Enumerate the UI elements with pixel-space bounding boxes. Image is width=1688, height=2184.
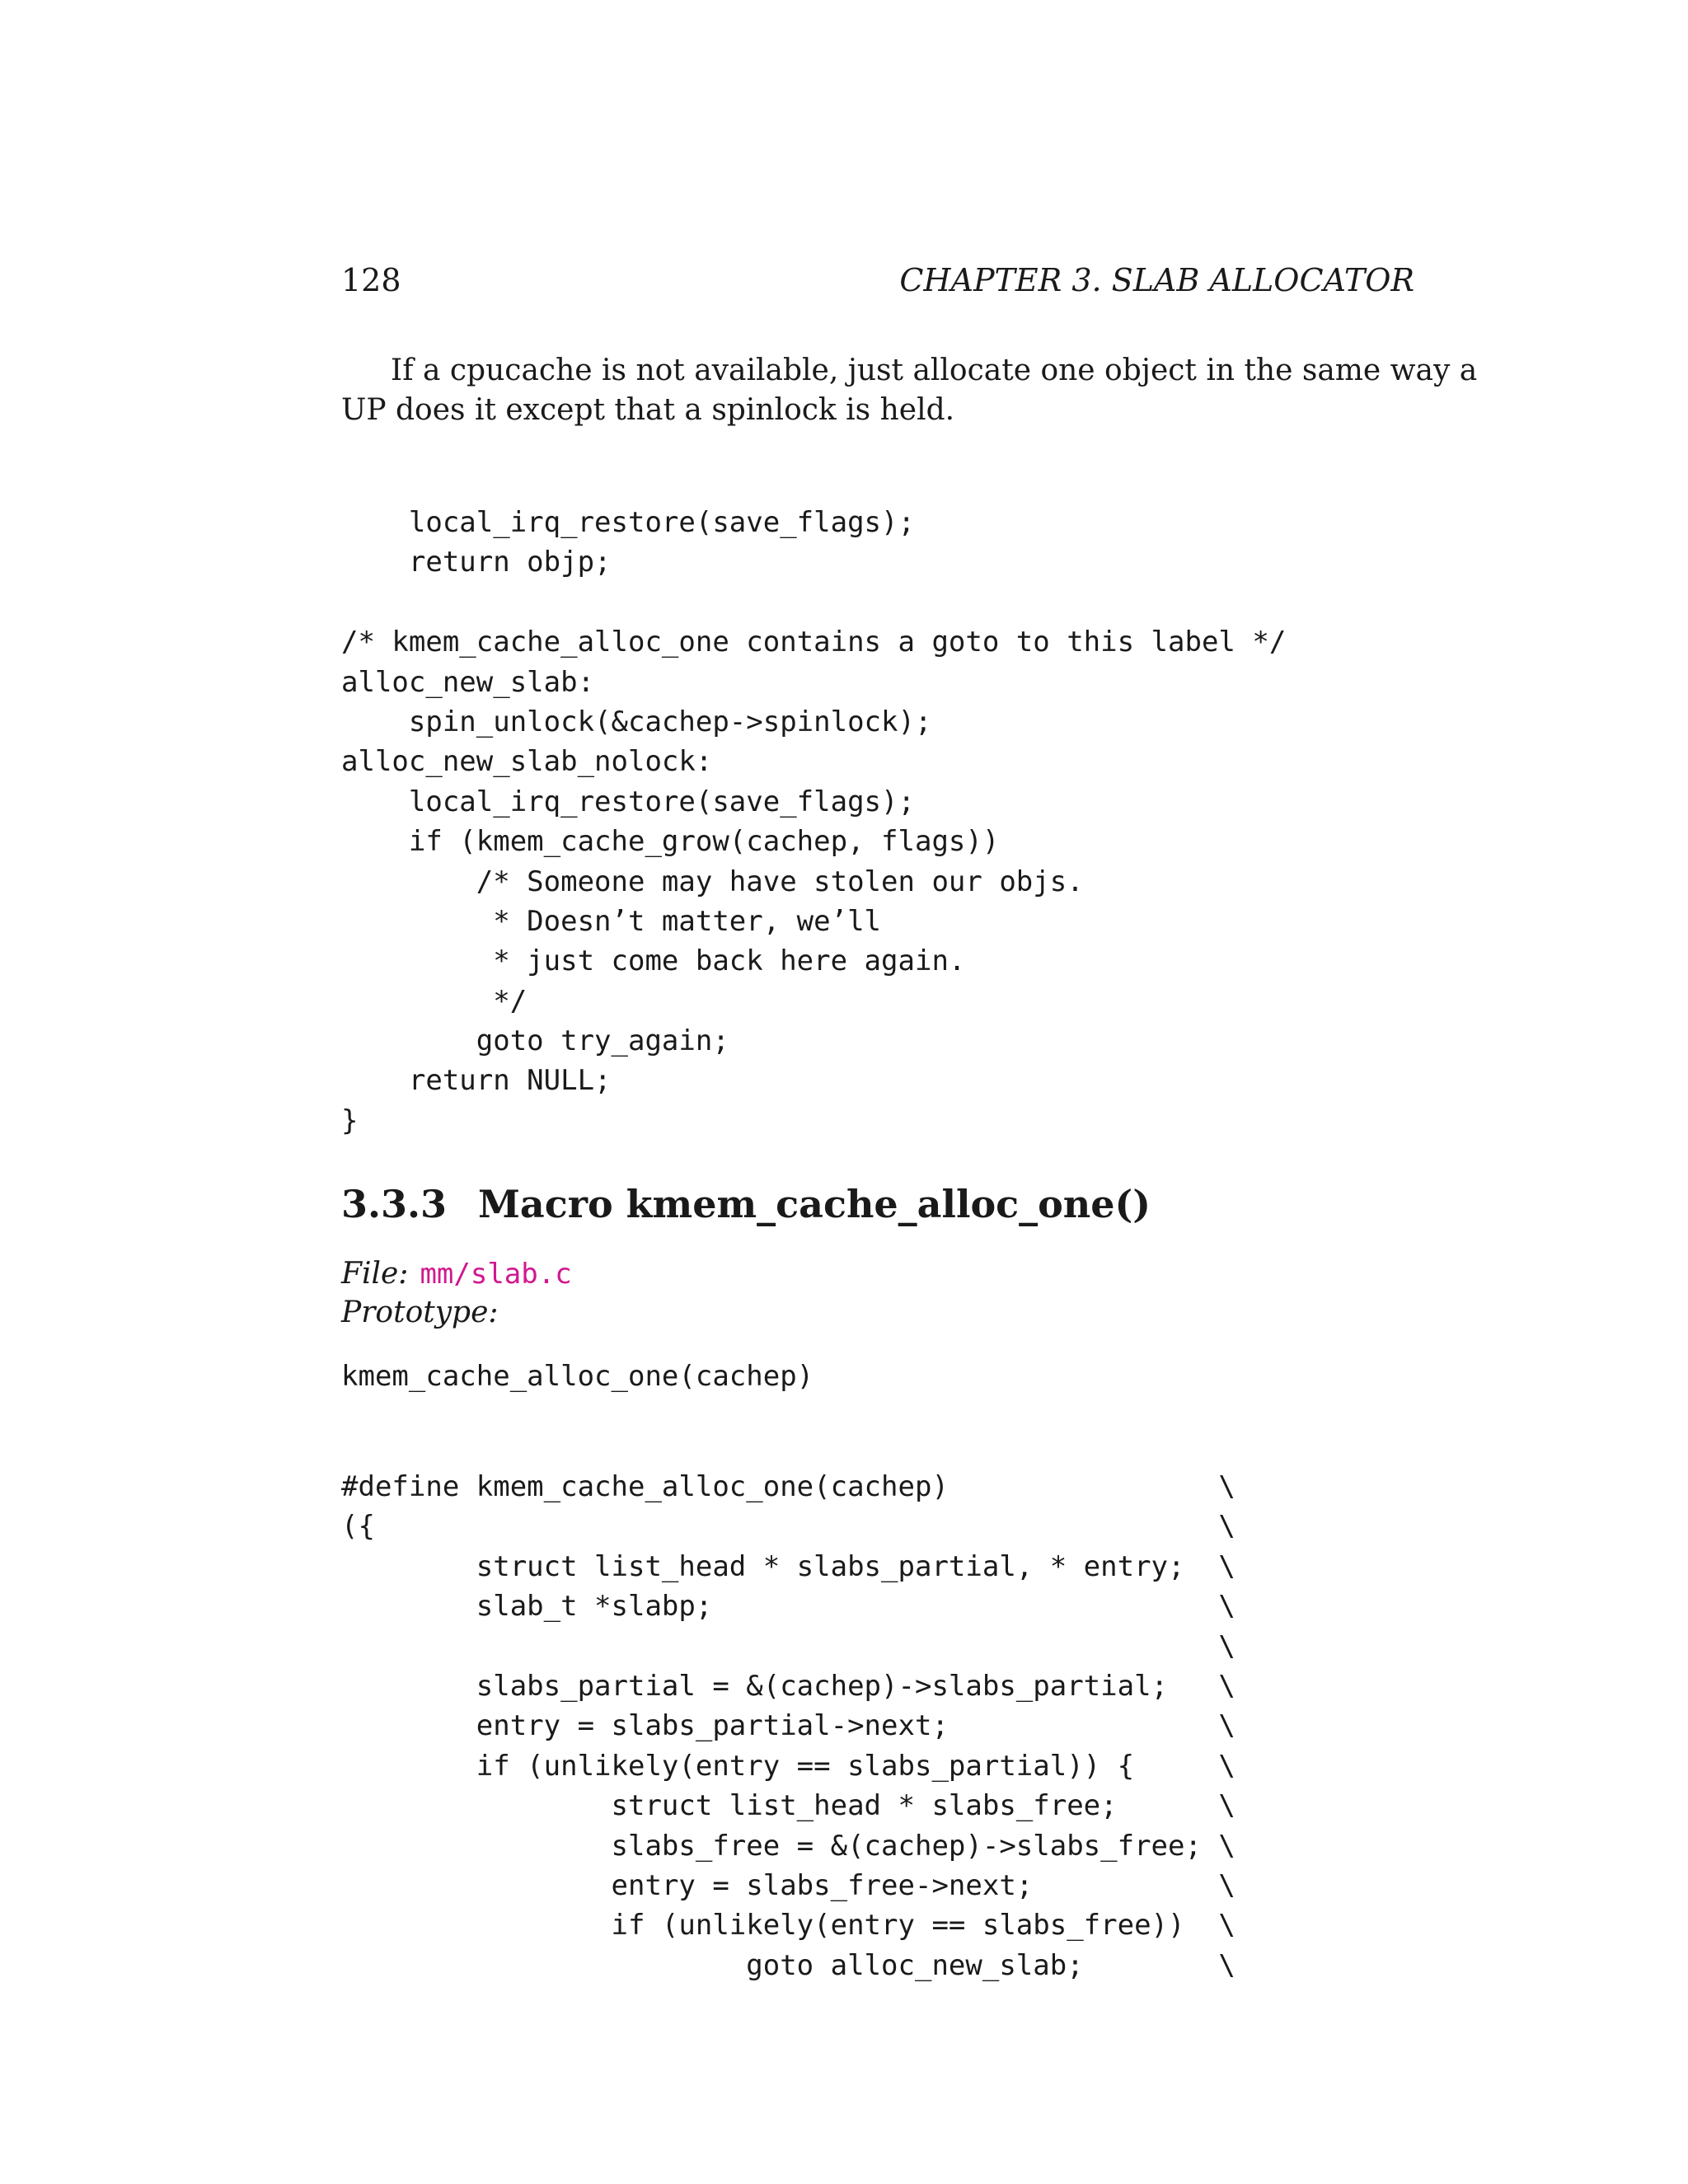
code-block-define: [341, 1467, 1236, 1985]
code-line: local_irq_restore(save_flags);: [341, 785, 915, 818]
code-line: */: [341, 984, 528, 1018]
code-line: slabs_partial = &(cachep)->slabs_partial; \: [341, 1669, 1236, 1703]
code-line: slab_t *slabp; \: [341, 1590, 1236, 1624]
running-header: [341, 262, 1414, 303]
code-line: local_irq_restore(save_flags);: [341, 506, 915, 539]
code-line: alloc_new_slab_nolock:: [341, 745, 713, 779]
file-label: File:: [341, 1257, 409, 1291]
prototype-signature: kmem_cache_alloc_one(cachep): [341, 1360, 814, 1393]
code-line: spin_unlock(&cachep->spinlock);: [341, 705, 932, 738]
code-line: * just come back here again.: [341, 944, 966, 978]
code-line: if (unlikely(entry == slabs_partial)) { \: [341, 1749, 1236, 1783]
code-line: if (unlikely(entry == slabs_free)) \: [341, 1909, 1236, 1943]
code-line: return NULL;: [341, 1064, 612, 1098]
code-line: ({ \: [341, 1510, 1236, 1544]
section-number: 3.3.3: [341, 1182, 448, 1226]
section-heading: [341, 1182, 1151, 1226]
code-block-continuation: [341, 503, 1286, 1141]
code-line: struct list_head * slabs_partial, * entry; \: [341, 1549, 1236, 1583]
code-line: alloc_new_slab:: [341, 665, 595, 699]
code-line: if (kmem_cache_grow(cachep, flags)): [341, 825, 1000, 859]
prototype-label: Prototype:: [341, 1296, 499, 1329]
file-reference: [341, 1256, 572, 1291]
code-line: return objp;: [341, 546, 612, 579]
file-path-link[interactable]: mm/slab.c: [420, 1258, 572, 1291]
code-line: \: [341, 1629, 1236, 1663]
section-title: Macro kmem_cache_alloc_one(): [478, 1182, 1151, 1226]
intro-paragraph: [341, 351, 1478, 430]
code-line: * Doesn’t matter, we’ll: [341, 904, 882, 938]
chapter-title: CHAPTER 3. SLAB ALLOCATOR: [899, 262, 1414, 298]
code-line: goto alloc_new_slab; \: [341, 1948, 1236, 1982]
code-line: entry = slabs_free->next; \: [341, 1868, 1236, 1902]
code-line: /* Someone may have stolen our objs.: [341, 865, 1084, 898]
code-line: }: [341, 1104, 359, 1137]
code-line: entry = slabs_partial->next; \: [341, 1709, 1236, 1743]
code-line: goto try_again;: [341, 1024, 729, 1058]
code-line: slabs_free = &(cachep)->slabs_free; \: [341, 1829, 1236, 1863]
code-line: #define kmem_cache_alloc_one(cachep) \: [341, 1470, 1236, 1503]
paragraph-line: If a cpucache is not available, just allocate one object in the same way a: [391, 354, 1478, 387]
paragraph-line: UP does it except that a spinlock is held.: [341, 393, 955, 427]
page-number: 128: [341, 262, 401, 298]
code-line: /* kmem_cache_alloc_one contains a goto to this label */: [341, 626, 1287, 659]
code-line: struct list_head * slabs_free; \: [341, 1789, 1236, 1823]
code-line: [341, 583, 1286, 622]
